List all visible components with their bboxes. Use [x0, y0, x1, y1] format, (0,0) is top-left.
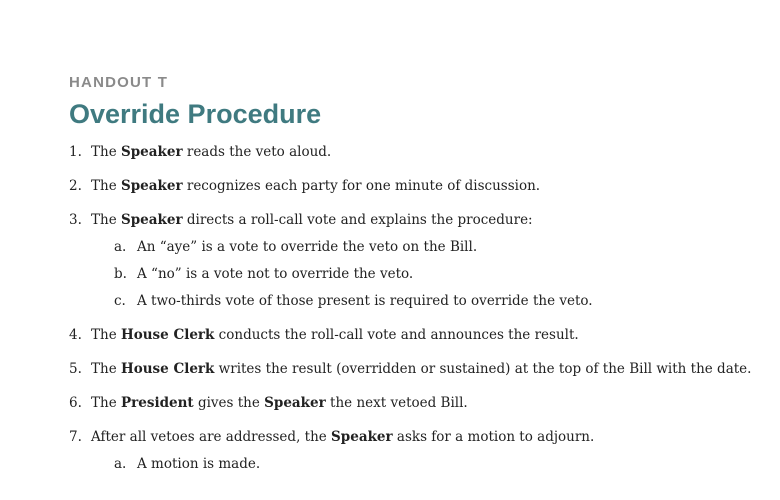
step-number: 4. [69, 327, 82, 343]
sub-steps-list [69, 237, 780, 318]
step-number: 5. [69, 361, 82, 377]
sub-step-text: A two-thirds vote of those present is required to override the veto. [137, 293, 593, 309]
step-number: 6. [69, 395, 82, 411]
step-number: 3. [69, 212, 82, 228]
step-number: 7. [69, 429, 82, 445]
sub-step-letter: a. [114, 239, 127, 255]
step-item [69, 142, 780, 176]
role-name: Speaker [264, 395, 326, 411]
step-item [69, 176, 780, 210]
step-text: The Speaker reads the veto aloud. [91, 144, 332, 160]
step-item [69, 359, 780, 393]
step-item [69, 210, 780, 318]
step-item [69, 427, 780, 481]
step-item [69, 325, 780, 359]
handout-label: HANDOUT T [69, 74, 169, 91]
sub-step-text: A motion is made. [137, 456, 261, 472]
sub-step-item [114, 454, 780, 481]
step-text: The House Clerk writes the result (overridden or sustained) at the top of the Bill with the date. [91, 361, 752, 377]
role-name: House Clerk [120, 327, 215, 343]
role-name: Speaker [120, 144, 183, 160]
step-number: 1. [69, 144, 82, 160]
step-text: The Speaker directs a roll-call vote and explains the procedure: [91, 212, 533, 228]
role-name: President [120, 395, 194, 411]
sub-step-letter: a. [114, 456, 127, 472]
sub-step-item [114, 291, 780, 318]
step-text: After all vetoes are addressed, the Speaker asks for a motion to adjourn. [91, 429, 595, 445]
sub-step-text: A “no” is a vote not to override the veto. [137, 266, 414, 282]
step-text: The Speaker recognizes each party for one minute of discussion. [91, 178, 541, 194]
procedure-steps-list [69, 142, 780, 481]
sub-step-text: An “aye” is a vote to override the veto on the Bill. [137, 239, 478, 255]
page-title: Override Procedure [69, 99, 322, 129]
step-number: 2. [69, 178, 82, 194]
step-item [69, 393, 780, 427]
sub-step-letter: b. [114, 266, 127, 282]
role-name: Speaker [120, 178, 183, 194]
step-text: The President gives the Speaker the next vetoed Bill. [91, 395, 468, 411]
sub-step-letter: c. [114, 293, 126, 309]
role-name: House Clerk [120, 361, 215, 377]
role-name: Speaker [331, 429, 393, 445]
sub-steps-list [69, 454, 780, 481]
role-name: Speaker [120, 212, 183, 228]
sub-step-item [114, 237, 780, 264]
step-text: The House Clerk conducts the roll-call vote and announces the result. [91, 327, 579, 343]
sub-step-item [114, 264, 780, 291]
